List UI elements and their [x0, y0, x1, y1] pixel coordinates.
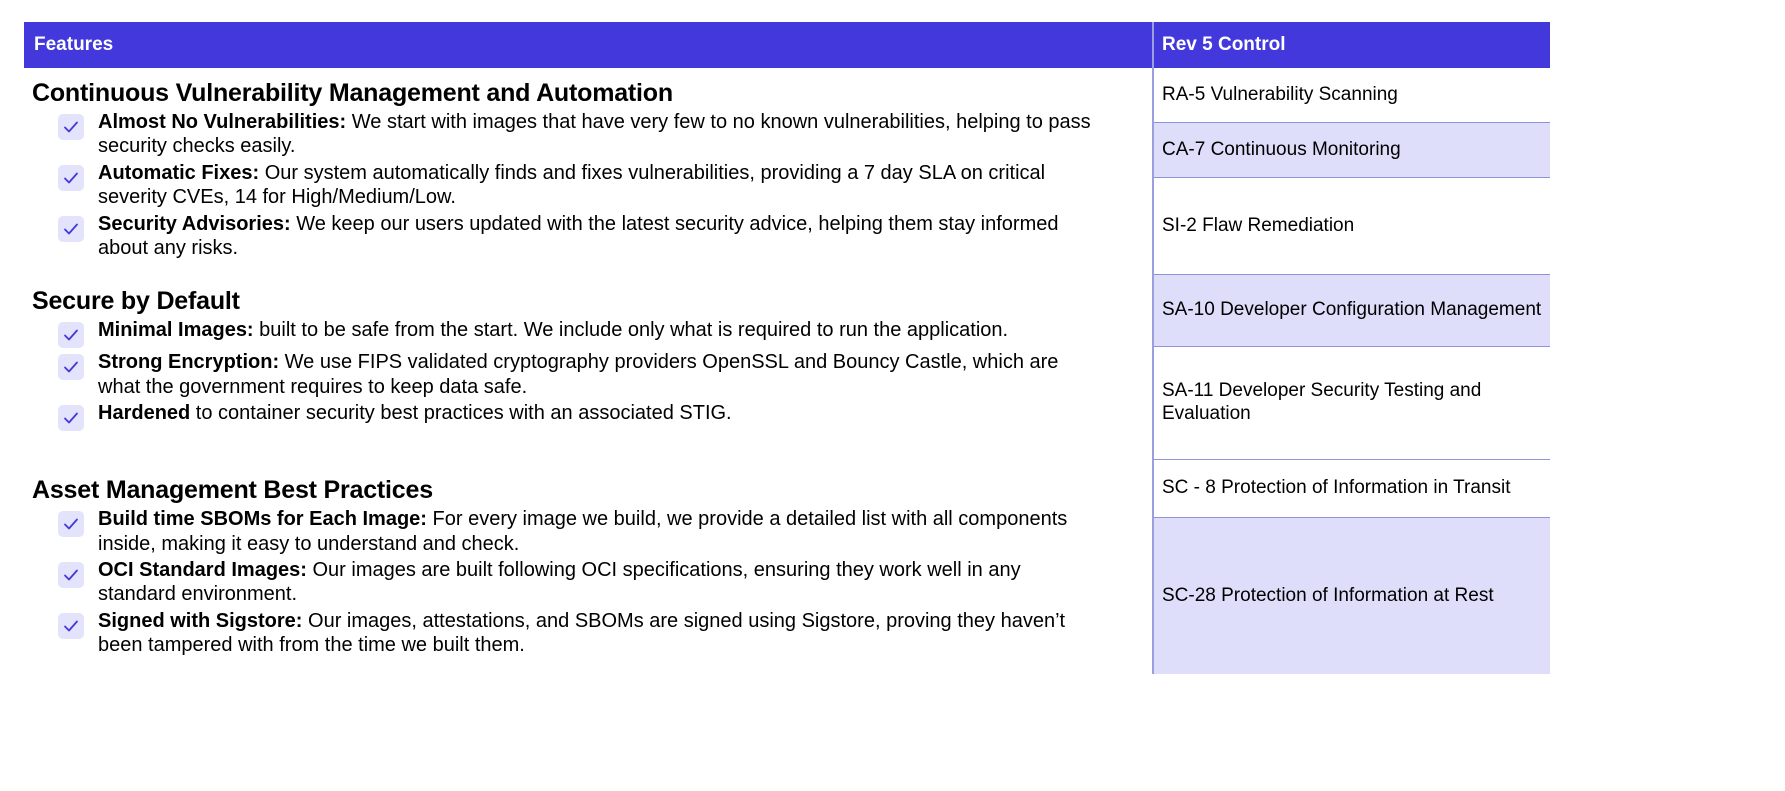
bullet-label: Minimal Images: — [98, 319, 254, 342]
features-column-header: Features — [24, 22, 1152, 68]
bullet-body: Our system automatically finds and fixes vulnerabilities, providing a 7 day SLA on critical severity CVEs, 14 for High/Medium/Low. — [98, 161, 1046, 209]
bullet-text — [98, 507, 1098, 556]
list-item — [32, 401, 1144, 431]
check-icon — [58, 511, 84, 537]
check-icon — [58, 613, 84, 639]
bullet-body: We start with images that have very few to no known vulnerabilities, helping to pass security checks easily. — [98, 111, 1091, 158]
bullet-text — [98, 212, 1098, 261]
check-icon — [58, 354, 84, 380]
bullet-text — [98, 401, 732, 425]
list-item — [32, 212, 1144, 261]
controls-row-list — [1154, 68, 1550, 674]
table-row: SA-11 Developer Security Testing and Evaluation — [1154, 347, 1550, 460]
list-item — [32, 110, 1144, 159]
bullet-text — [98, 609, 1098, 658]
table-row: RA-5 Vulnerability Scanning — [1154, 68, 1550, 123]
check-icon — [58, 562, 84, 588]
controls-column — [1152, 22, 1550, 674]
feature-section — [32, 286, 1144, 431]
bullet-body: to container security best practices with an associated STIG. — [190, 402, 732, 425]
check-icon — [58, 165, 84, 191]
list-item — [32, 507, 1144, 556]
bullet-body: We use FIPS validated cryptography providers OpenSSL and Bouncy Castle, which are what the government requires to keep data safe. — [98, 351, 1059, 398]
bullet-body: Our images are built following OCI specifications, ensuring they work well in any standard environment. — [98, 558, 1021, 606]
list-item — [32, 318, 1144, 348]
bullet-label: OCI Standard Images: — [98, 558, 307, 581]
check-icon — [58, 216, 84, 242]
bullet-label: Strong Encryption: — [98, 351, 280, 374]
bullet-text — [98, 161, 1098, 210]
section-spacer — [32, 457, 1144, 475]
table-row: SA-10 Developer Configuration Management — [1154, 275, 1550, 347]
section-title: Continuous Vulnerability Management and Automation — [32, 79, 673, 107]
bullet-body: built to be safe from the start. We include only what is required to run the application. — [253, 319, 1009, 342]
table-row: SC-28 Protection of Information at Rest — [1154, 518, 1550, 674]
feature-bullet-list — [32, 318, 1144, 431]
bullet-text — [98, 350, 1098, 399]
feature-section — [32, 78, 1144, 260]
list-item — [32, 609, 1144, 658]
check-icon — [58, 114, 84, 140]
section-title: Secure by Default — [32, 287, 240, 316]
section-title: Asset Management Best Practices — [32, 476, 433, 505]
bullet-text — [98, 110, 1098, 159]
table-row: CA-7 Continuous Monitoring — [1154, 123, 1550, 178]
bullet-label: Almost No Vulnerabilities: — [98, 111, 347, 133]
bullet-label: Signed with Sigstore: — [98, 609, 303, 632]
check-icon — [58, 322, 84, 348]
list-item — [32, 558, 1144, 607]
feature-bullet-list — [32, 110, 1144, 260]
check-icon — [58, 405, 84, 431]
bullet-body: We keep our users updated with the latest security advice, helping them stay informed about any risks. — [98, 212, 1059, 259]
bullet-label: Security Advisories: — [98, 212, 291, 235]
features-column-body — [24, 68, 1152, 657]
list-item — [32, 161, 1144, 210]
bullet-label: Hardened — [98, 402, 191, 425]
bullet-body: For every image we build, we provide a detailed list with all components inside, making it easy to understand and check. — [98, 508, 1068, 555]
bullet-text — [98, 558, 1098, 607]
bullet-label: Build time SBOMs for Each Image: — [98, 508, 427, 531]
bullet-body: Our images, attestations, and SBOMs are signed using Sigstore, proving they haven’t been tampered with from the time we built them. — [98, 609, 1066, 657]
bullet-text — [98, 318, 1008, 342]
features-column — [24, 22, 1152, 674]
features-controls-table — [24, 22, 1550, 674]
bullet-label: Automatic Fixes: — [98, 161, 260, 184]
table-row: SI-2 Flaw Remediation — [1154, 178, 1550, 275]
feature-bullet-list — [32, 507, 1144, 657]
table-row: SC - 8 Protection of Information in Transit — [1154, 460, 1550, 518]
feature-section — [32, 475, 1144, 657]
list-item — [32, 350, 1144, 399]
controls-column-header: Rev 5 Control — [1154, 22, 1550, 68]
